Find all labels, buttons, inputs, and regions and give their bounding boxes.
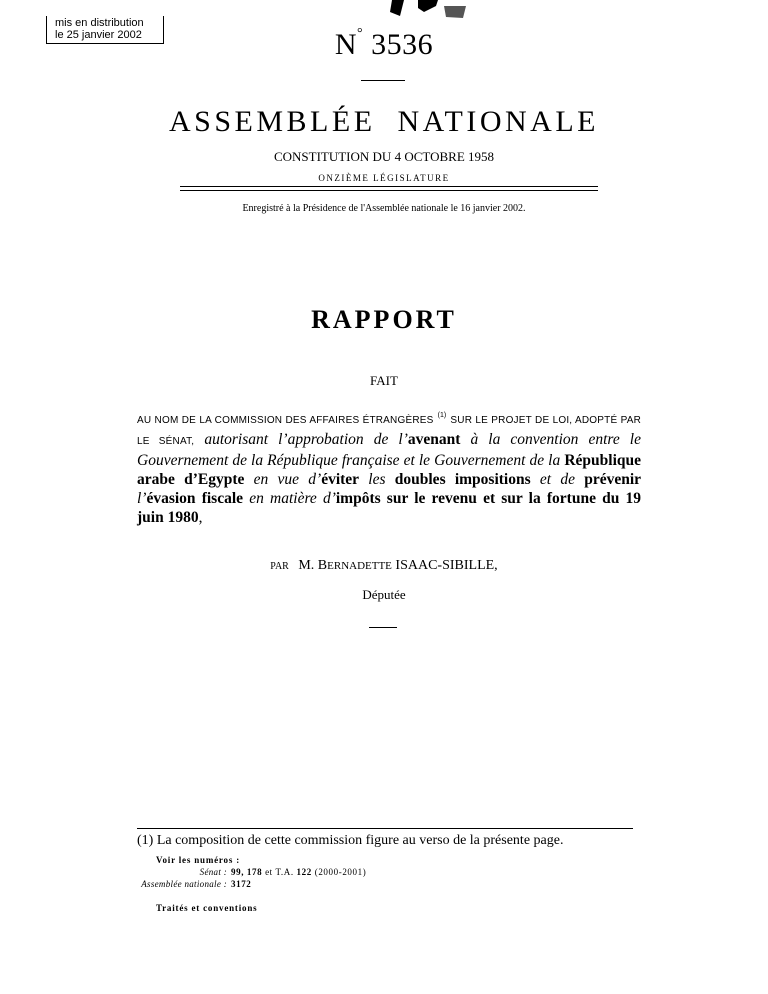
subject-bold-5: prévenir: [584, 471, 642, 489]
subject-bold-3: éviter: [321, 471, 360, 489]
par-label: PAR: [270, 561, 289, 572]
category-label: Traités et conventions: [156, 903, 258, 913]
document-number: [0, 28, 768, 62]
bill-status: SUR LE PROJET DE LOI, ADOPTÉ PAR LE SÉNAT,: [137, 415, 642, 448]
report-title: RAPPORT: [311, 305, 457, 334]
senat-values: [231, 867, 366, 877]
footnote-ref: (1): [437, 412, 447, 419]
subject-text-7: en matière d’: [249, 490, 336, 508]
an-label: Assemblée nationale :: [141, 879, 227, 889]
fait-label: FAIT: [370, 373, 398, 388]
subject-end: ,: [198, 509, 203, 527]
number-value: 3536: [371, 28, 434, 61]
report-subject: [137, 406, 641, 527]
author-role: Députée: [362, 587, 406, 602]
legislature-line: ONZIÈME LÉGISLATURE: [318, 173, 450, 183]
subject-text-5: et de: [539, 471, 575, 489]
see-numbers-title: Voir les numéros :: [156, 855, 240, 865]
number-prefix: N: [334, 28, 358, 61]
footnote: (1) La composition de cette commission figure au verso de la présente page.: [137, 833, 564, 848]
subject-bold-6: évasion fiscale: [146, 490, 244, 508]
subject-text-3: en vue d’: [253, 471, 322, 489]
subject-bold-1: avenant: [407, 431, 461, 449]
registration-line: Enregistré à la Présidence de l'Assemblée nationale le 16 janvier 2002.: [242, 203, 526, 214]
divider: [361, 80, 405, 81]
commission-name: AU NOM DE LA COMMISSION DES AFFAIRES ÉTRANGÈRES: [137, 415, 434, 427]
senat-ta-label: et T.A.: [265, 867, 294, 877]
subject-bold-2: République arabe d’Egypte: [137, 452, 642, 489]
subject-bold-4: doubles impositions: [394, 471, 531, 489]
author-line: [0, 558, 768, 574]
senat-session: (2000-2001): [314, 867, 367, 877]
number-degree: °: [357, 26, 364, 41]
divider: [369, 627, 397, 628]
assembly-title: ASSEMBLÉE NATIONALE: [169, 105, 599, 138]
subject-bold-7: impôts sur le revenu et sur la fortune du 19 juin 1980: [137, 490, 642, 527]
subject-text-6: l’: [137, 490, 147, 508]
stamp-line-1: mis en distribution: [55, 17, 144, 29]
logo-fragment: [0, 0, 768, 14]
author-name-prefix: M. B: [298, 558, 328, 573]
senat-label: Sénat :: [199, 867, 227, 877]
footnote-rule: [137, 828, 633, 829]
constitution-line: CONSTITUTION DU 4 OCTOBRE 1958: [273, 149, 495, 164]
stamp-line-2: le 25 janvier 2002: [55, 29, 142, 41]
senat-ta-number: 122: [296, 867, 312, 877]
subject-text-2: à la convention entre le Gouvernement de la République française et le Gouvernement de la: [137, 431, 641, 470]
an-value: 3172: [231, 879, 252, 889]
subject-text-1: autorisant l’approbation de l’: [204, 431, 408, 449]
senat-numbers: 99, 178: [231, 867, 263, 877]
double-rule-bottom: [180, 190, 598, 191]
author-name-small: ERNADETTE: [327, 560, 392, 572]
author-surname: ISAAC-SIBILLE,: [395, 558, 498, 573]
double-rule-top: [180, 186, 598, 187]
subject-text-4: les: [368, 471, 386, 489]
